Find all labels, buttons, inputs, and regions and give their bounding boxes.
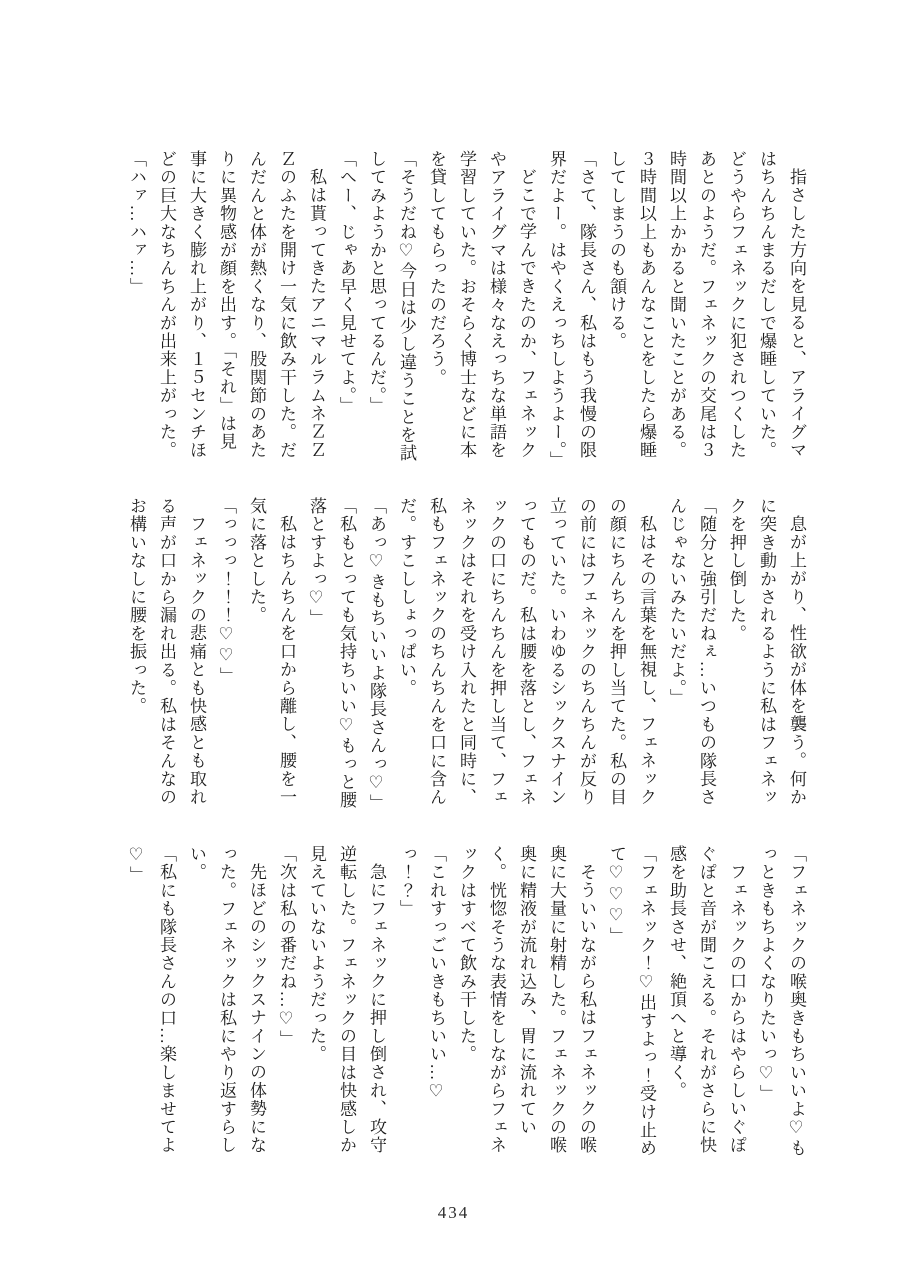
paragraph: 「へー、じゃあ早く見せてよ。」	[337, 150, 356, 415]
paragraph: 「そうだね♡今日は少し違うことを試してみようかと思ってるんだ。」	[367, 150, 416, 463]
paragraph: フェネックの悲痛とも快感とも取れる声が口から漏れ出る。私はそんなのお構いなしに腰を振った。	[127, 497, 206, 807]
paragraph: 私は貰ってきたアニマルラムネＺＺＺのふたを開け一気に飲み干した。だんだんと体が熱くなり、股関節のあたりに異物感が顔を出す。「それ」は見事に大きく膨れ上がり、１５センチほどの巨大なちんちんが出来上がった。	[157, 150, 326, 460]
paragraph: どこで学んできたのか、フェネックやアライグマは様々なえっちな単語を学習していた。おそらく博士などに本を貸してもらったのだろう。	[427, 150, 536, 460]
paragraph: 「さて、隊長さん、私はもう我慢の限界だよー。はやくえっちしようよー。」	[547, 150, 596, 470]
paragraph: 「ハァ…ハァ…」	[127, 150, 146, 296]
text-band-bottom	[50, 845, 811, 1163]
paragraph: 「フェネックの喉奥きもちいいよ♡もっときもちよくなりたいっ♡」	[757, 845, 806, 1158]
paragraph: 「フェネック！♡出すよっ！受け止めて♡♡♡」	[607, 845, 656, 1158]
paragraph: 私はちんちんを口から離し、腰を一気に落とした。	[247, 497, 296, 807]
paragraph: 「私もとっても気持ちいい♡もっと腰落とすよっ♡」	[307, 497, 356, 810]
paragraph: 急にフェネックに押し倒され、攻守逆転した。フェネックの目は快感しか見えていないようだった。	[307, 845, 386, 1155]
paragraph: フェネックの口からはやらしいぐぽぐぽと音が聞こえる。それがさらに快感を助長させ、絶頂へと導く。	[667, 845, 746, 1155]
paragraph: 「あっ♡きもちいいよ隊長さんっ♡」	[367, 497, 386, 813]
paragraph: 「次は私の番だね…♡」	[277, 845, 296, 1049]
paragraph: 先ほどのシックスナインの体勢になった。フェネックは私にやり返すらしい。	[187, 845, 266, 1155]
paragraph: 「私にも隊長さんの口…楽しませてよ♡」	[127, 845, 176, 1155]
text-band-middle	[50, 497, 811, 815]
paragraph: 「っっっ！！！♡♡」	[217, 497, 236, 685]
paragraph: そういいながら私はフェネックの喉奥に大量に射精した。フェネックの喉奥に精液が流れ込み、胃に流れていく。恍惚そうな表情をしながらフェネックはすべて飲み干した。	[457, 845, 596, 1155]
text-band-top	[50, 150, 811, 468]
paragraph: 指さした方向を見ると、アライグマはちんちんまるだしで爆睡していた。どうやらフェネックに犯されつくしたあとのようだ。フェネックの交尾は３時間以上かかると聞いたことがある。３時間以上もあんなことをしたら爆睡してしまうのも頷ける。	[607, 150, 806, 460]
paragraph: 「これすっごいきもちいい…♡っ！？」	[397, 845, 446, 1103]
paragraph: 私はその言葉を無視し、フェネックの顔にちんちんを押し当てた。私の目の前にはフェネックのちんちんが反り立っていた。いわゆるシックスナインってものだ。私は腰を落とし、フェネックの口にちんちんを押し当て、フェネックはそれを受け入れたと同時に、私もフェネックのちんちんを口に含んだ。すこししょっぱい。	[397, 497, 656, 807]
paragraph: 息が上がり、性欲が体を襲う。何かに突き動かされるように私はフェネックを押し倒した。	[727, 497, 806, 807]
page-number: 434	[437, 1203, 470, 1222]
paragraph: 「随分と強引だねぇ…いつもの隊長さんじゃないみたいだよ。」	[667, 497, 716, 807]
